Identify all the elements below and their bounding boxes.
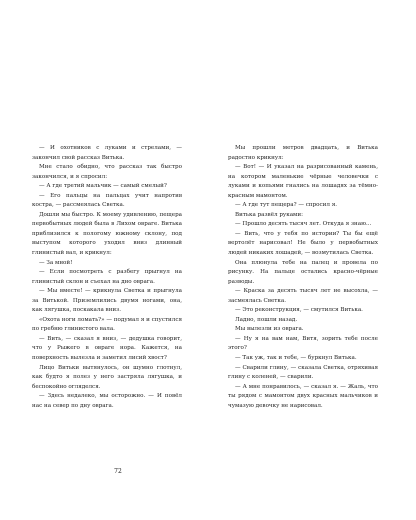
paragraph: Ладно, пошли назад.: [235, 316, 298, 323]
page-number: 72: [114, 468, 122, 475]
paragraph: «Охота ноги ломать?» — подумал я и спустился по гребню глинистого вала.: [32, 316, 182, 333]
paragraph: Лицо Витьки вытянулось, он шумно глотнул, как будто я полез у него застряла лягушка, и беспокойно огляделся.: [32, 364, 182, 390]
paragraph: Мне стало обидно, что рассказ так быстро закончился, и я спросил:: [32, 164, 182, 180]
paragraph: — Если посмотреть с разбегу прыгнул на глинистый склон и съехал на дно оврага.: [32, 269, 182, 285]
paragraph: — А где третий мальчик — самый смелый?: [39, 183, 167, 190]
paragraph: Мы прошли метров двадцать, и Витька радостно крикнул:: [228, 145, 378, 161]
paragraph: — Краска за десять тысяч лет не высохла, — засмеялась Светка.: [228, 288, 378, 304]
paragraph: Витька развёл руками:: [235, 211, 304, 218]
paragraph: — Так уж, так и тебе, — буркнул Витька.: [235, 355, 357, 362]
paragraph: — Здесь недалеко, мы осторожно. — И повёл нас на север по дну оврага.: [32, 393, 182, 409]
paragraph: — За мной!: [39, 259, 73, 266]
paragraph: — И охотников с луками и стрелами, — закончил свой рассказ Витька.: [32, 145, 182, 161]
left-text-column: [32, 144, 182, 411]
paragraph: — Вот! — И указал на разрисованный камень, на котором маленькие чёрные человечки с луками и копьями гнались на лошадях за тёмно-красным мамонтом.: [228, 164, 378, 199]
paragraph: — Вить, что у тебя по истории? Ты бы ещё вертолёт нарисовал! Не было у первобытных людей никаких лошадей, — возмутилась Светка.: [228, 230, 378, 257]
paragraph: — Мы вместе! — крикнула Светка и прыгнула за Витькой. Приземлились двумя ногами, она, как лягушка, поскакала вниз.: [32, 288, 182, 314]
paragraph: — Вить, — сказал я вниз, — дедушка говорит, что у Рыжего в овраге нора. Кажется, на поверхность вылезла и заметил лисий хвост?: [32, 335, 182, 362]
right-text-column: [228, 144, 378, 411]
paragraph: — Прошло десять тысяч лет. Откуда я знаю...: [235, 221, 372, 228]
paragraph: — Сварили глину, — сказала Светка, отряхивая глину с коленей, — сварили.: [228, 364, 378, 381]
paragraph: Дошли мы быстро. К моему удивлению, пещера первобытных людей была в Лихом овраге. Витька приблизился к пологому южному склону, под выступом которого уходил вниз длинный глинистый вал, и крикнул:: [32, 211, 182, 257]
paragraph: — Ну я на вам нам, Витя, зорить тебе после этого?: [228, 335, 378, 352]
paragraph: Она плюнула тебе на палец и провела по рисунку. На пальце остались красно-чёрные разводы.: [228, 259, 378, 285]
paragraph: — А где тут пещера? — спросил я.: [235, 202, 338, 209]
paragraph: Мы вылезли из оврага.: [235, 326, 304, 333]
right-page: [208, 0, 416, 520]
paragraph: — Его пальцы на пальцах учит напротив костра, — рассмеялась Светка.: [32, 192, 182, 209]
paragraph: — Это реконструкция, — смутился Витька.: [235, 307, 363, 314]
paragraph: — А мне понравилось, — сказал я. — Жаль, что ты рядом с мамонтом двух красных мальчиков и чумазую девочку не нарисовал.: [228, 383, 378, 409]
